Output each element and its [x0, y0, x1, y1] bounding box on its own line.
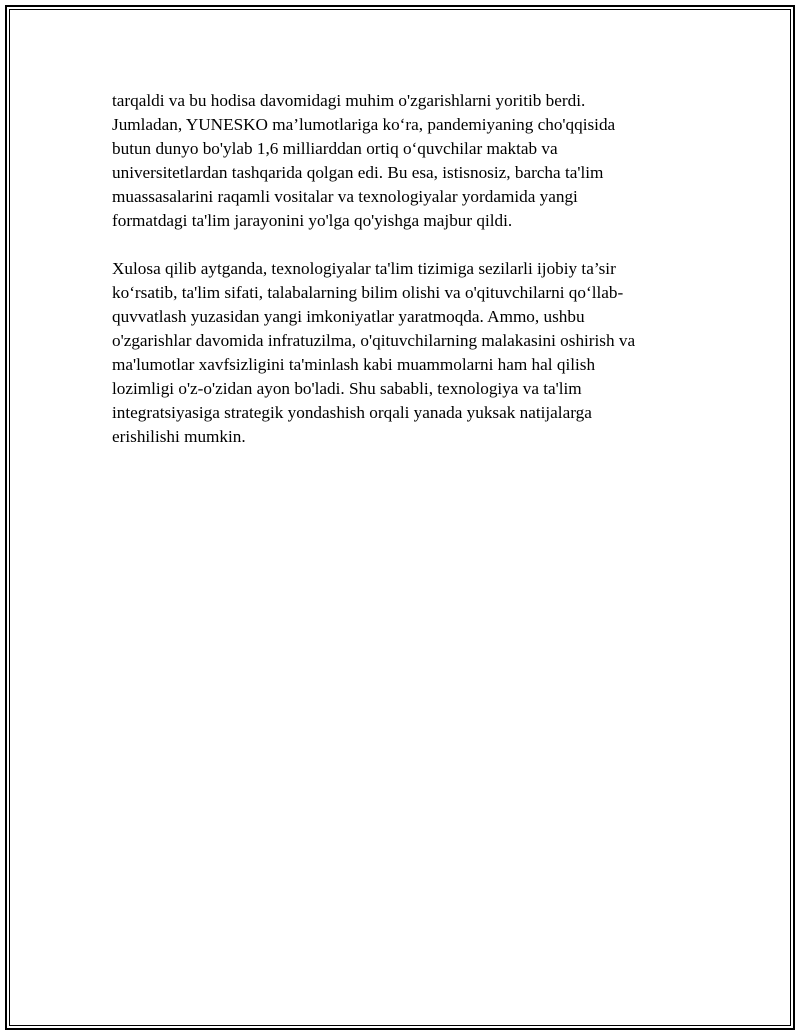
text-line: muassasalarini raqamli vositalar va texnologiyalar yordamida yangi — [112, 187, 578, 206]
text-line: erishilishi mumkin. — [112, 427, 246, 446]
text-line: ma'lumotlar xavfsizligini ta'minlash kabi muammolarni ham hal qilish — [112, 355, 596, 374]
text-line: Xulosa qilib aytganda, texnologiyalar ta'lim tizimiga sezilarli ijobiy ta’sir — [112, 259, 616, 278]
text-line: o'zgarishlar davomida infratuzilma, o'qituvchilarning malakasini oshirish va — [112, 331, 636, 350]
text-line: integratsiyasiga strategik yondashish orqali yanada yuksak natijalarga — [112, 403, 592, 422]
text-line: formatdagi ta'lim jarayonini yo'lga qo'yishga majbur qildi. — [112, 211, 513, 230]
paragraph-2 — [112, 257, 682, 449]
text-line: ko‘rsatib, ta'lim sifati, talabalarning bilim olishi va o'qituvchilarni qo‘llab- — [112, 283, 624, 302]
text-line: quvvatlash yuzasidan yangi imkoniyatlar yaratmoqda. Ammo, ushbu — [112, 307, 585, 326]
text-line: lozimligi o'z-o'zidan ayon bo'ladi. Shu sababli, texnologiya va ta'lim — [112, 379, 582, 398]
text-line: Jumladan, YUNESKO ma’lumotlariga ko‘ra, pandemiyaning cho'qqisida — [112, 115, 616, 134]
document-body — [112, 89, 682, 449]
paragraph-1 — [112, 89, 682, 233]
text-line: universitetlardan tashqarida qolgan edi. Bu esa, istisnosiz, barcha ta'lim — [112, 163, 604, 182]
text-line: tarqaldi va bu hodisa davomidagi muhim o'zgarishlarni yoritib berdi. — [112, 91, 586, 110]
text-line: butun dunyo bo'ylab 1,6 milliarddan ortiq o‘quvchilar maktab va — [112, 139, 558, 158]
